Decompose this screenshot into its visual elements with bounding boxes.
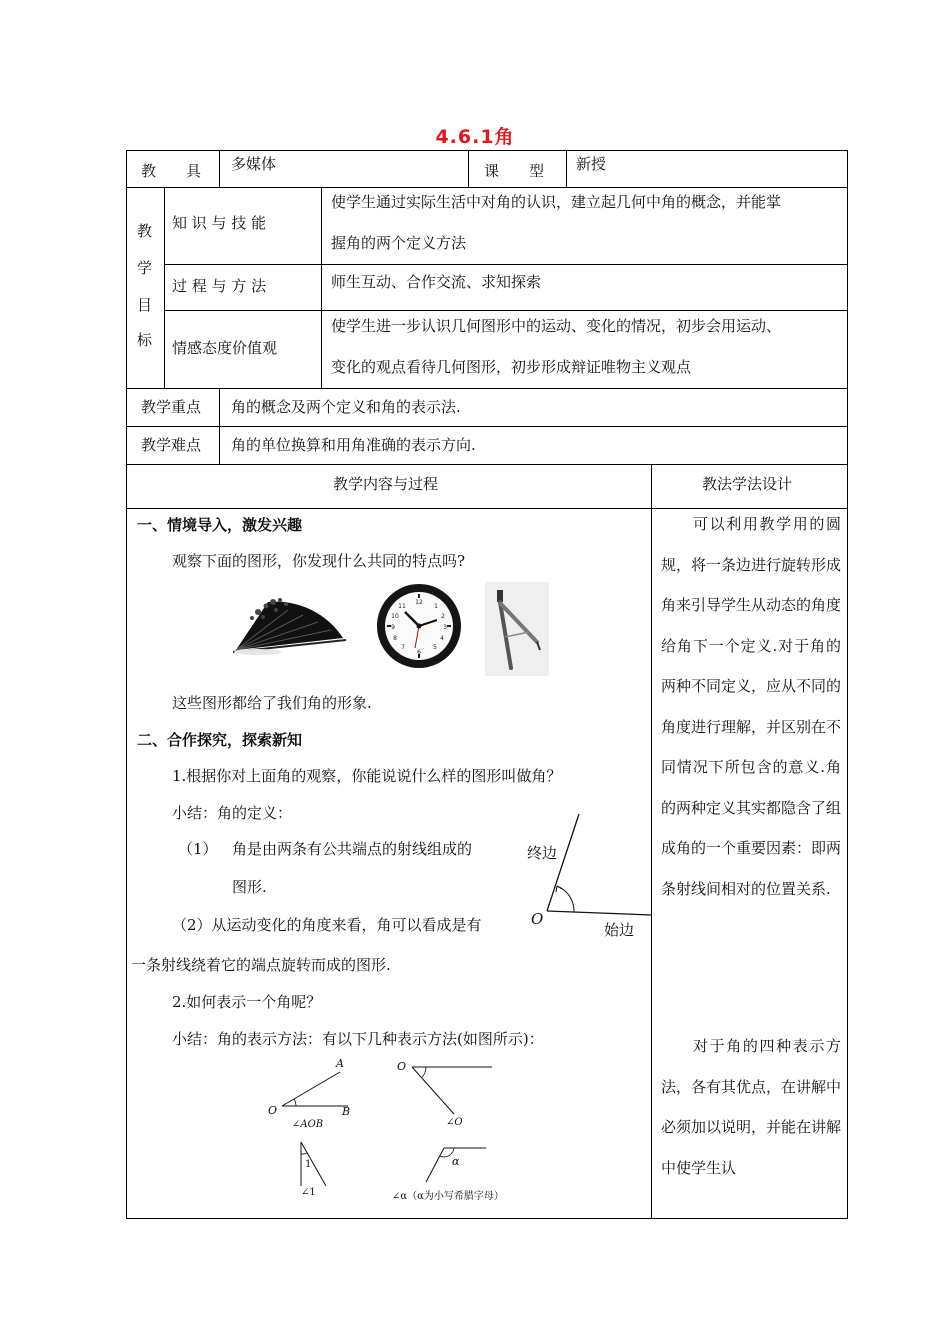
svg-text:2: 2 [441, 613, 445, 620]
angle-alpha-caption: ∠α（α为小写希腊字母） [392, 1191, 504, 1202]
goal-knowledge-text: 使学生通过实际生活中对角的认识，建立起几何中角的概念，并能掌 [331, 193, 782, 211]
method-note-1: 可以利用教学用的圆规，将一条边进行旋转形成角来引导学生从动态的角度给角下一个定义.对于角的两种不同定义，应从不同的角度进行理解，并区别在不同情况下所包含的意义.角的两种定义其实都隐含了组成角的一个重要因素：即两条射线间相对的位置关系. [661, 515, 842, 898]
col-divider [164, 187, 165, 389]
row-divider [126, 426, 847, 427]
table-border-top [126, 150, 847, 151]
focus-value: 角的概念及两个定义和角的表示法. [231, 398, 461, 416]
goal-knowledge-text: 握角的两个定义方法 [331, 234, 467, 252]
section-1-title: 一、情境导入，激发兴趣 [137, 516, 303, 534]
goal-emotion-text: 使学生进一步认识几何图形中的运动、变化的情况，初步会用运动、 [331, 317, 782, 335]
row-divider [164, 310, 847, 311]
type-label: 课 型 [484, 162, 545, 180]
row-divider [164, 264, 847, 265]
column-content-header: 教学内容与过程 [333, 475, 439, 493]
angle-1-diagram [296, 1140, 336, 1190]
col-divider [468, 150, 469, 188]
svg-text:7: 7 [401, 644, 405, 651]
svg-text:5: 5 [433, 644, 437, 651]
clock-image [375, 582, 463, 670]
tools-value: 多媒体 [231, 155, 277, 173]
definition-1-number: （1） [178, 840, 218, 858]
table-border-left [126, 150, 127, 1219]
goal-process-text: 师生互动、合作交流、求知探索 [331, 273, 542, 291]
goals-label-char: 标 [137, 331, 153, 349]
goals-label-char: 目 [137, 296, 153, 314]
table-border-right [847, 150, 848, 1219]
row-divider [126, 388, 847, 389]
section-1-note: 这些图形都给了我们角的形象. [172, 694, 372, 712]
angle-o-caption: ∠O [446, 1117, 463, 1128]
method-note-2: 对于角的四种表示方法，各有其优点，在讲解中必须加以说明，并能在讲解中使学生认 [661, 1037, 842, 1177]
col-divider [321, 187, 322, 389]
col-divider [219, 150, 220, 188]
svg-text:9: 9 [391, 624, 395, 631]
point-a-label: A [336, 1057, 344, 1070]
column-method-header: 教法学法设计 [702, 475, 793, 493]
section-2-title: 二、合作探究，探索新知 [137, 731, 303, 749]
angle-aob-caption: ∠AOB [292, 1119, 324, 1130]
page-title: 4.6.1角 [435, 126, 515, 148]
col-divider [219, 388, 220, 465]
terminal-side-label: 终边 [527, 844, 558, 862]
angle-1-number: 1 [305, 1159, 312, 1170]
compass-image [485, 582, 549, 676]
row-divider [126, 464, 847, 465]
svg-text:10: 10 [391, 613, 399, 620]
svg-text:6: 6 [417, 649, 421, 656]
svg-text:12: 12 [415, 599, 423, 606]
goals-label-char: 学 [137, 259, 153, 277]
point-b-label: B [342, 1105, 351, 1118]
svg-text:1: 1 [434, 603, 438, 610]
svg-text:3: 3 [443, 624, 447, 631]
fan-image [228, 590, 348, 670]
difficulty-value: 角的单位换算和用角准确的表示方向. [231, 436, 476, 454]
angle-1-caption: ∠1 [301, 1187, 316, 1198]
svg-text:11: 11 [398, 603, 406, 610]
table-border-bottom [126, 1218, 847, 1219]
definition-1-text: 图形. [232, 878, 267, 896]
section-1-question: 观察下面的图形，你发现什么共同的特点吗? [172, 552, 466, 570]
goal-process-name: 过 程 与 方 法 [172, 277, 267, 295]
goals-label-char: 教 [137, 222, 153, 240]
initial-side-label: 始边 [604, 921, 635, 939]
col-divider [566, 150, 567, 188]
difficulty-label: 教学难点 [141, 436, 202, 454]
point-o-label: O [268, 1104, 278, 1117]
svg-text:8: 8 [393, 635, 397, 642]
alpha-label: α [452, 1155, 460, 1168]
definition-2-text: 一条射线绕着它的端点旋转而成的图形. [131, 956, 391, 974]
vertex-o-label-2: O [397, 1060, 407, 1073]
question-1: 1.根据你对上面角的观察，你能说说什么样的图形叫做角？ [172, 767, 562, 785]
type-value: 新授 [576, 155, 607, 173]
vertex-o-label: O [531, 910, 544, 928]
question-2: 2.如何表示一个角呢？ [172, 993, 322, 1011]
focus-label: 教学重点 [141, 398, 202, 416]
definition-2-text: （2）从运动变化的角度来看，角可以看成是有 [172, 916, 482, 934]
goal-emotion-name: 情感态度价值观 [172, 339, 278, 357]
tools-label: 教 具 [141, 162, 202, 180]
svg-text:4: 4 [440, 635, 444, 642]
definition-1-text: 角是由两条有公共端点的射线组成的 [232, 840, 473, 858]
summary-1: 小结：角的定义： [172, 804, 293, 822]
row-divider [126, 187, 847, 188]
goal-knowledge-name: 知 识 与 技 能 [172, 214, 267, 232]
angle-o-diagram [404, 1062, 494, 1122]
goal-emotion-text: 变化的观点看待几何图形，初步形成辩证唯物主义观点 [331, 358, 692, 376]
summary-2: 小结：角的表示方法：有以下几种表示方法(如图所示)： [172, 1030, 544, 1048]
